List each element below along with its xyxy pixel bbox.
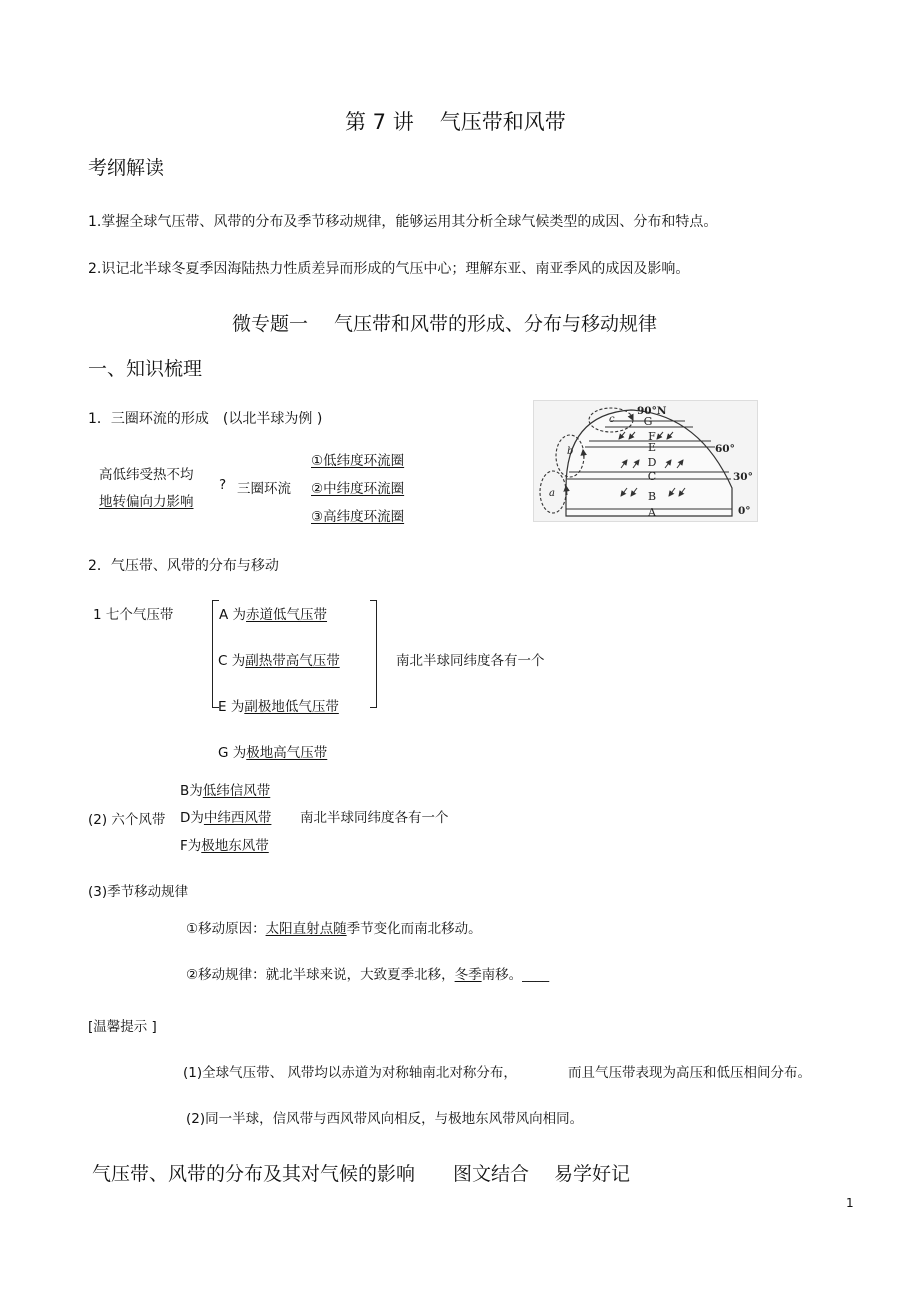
seasonal-cause-rest: 季节变化而南北移动。 <box>346 921 482 937</box>
item1-heading-note: (以北半球为例 ) <box>222 411 323 427</box>
band-letter-a: A <box>648 506 656 519</box>
climate-section-heading: 气压带、风带的分布及其对气候的影响 图文结合 易学好记 <box>92 1163 631 1185</box>
wind-entry-b <box>180 779 270 799</box>
item1-heading <box>88 408 322 428</box>
syllabus-item-2: 2.识记北半球冬夏季因海陆热力性质差异而形成的气压中心；理解东亚、南亚季风的成因及影响。 <box>88 261 690 277</box>
pressure-entry-g-name: 极地高气压带 <box>246 745 328 761</box>
subtopic-title <box>232 309 657 336</box>
cell-label-b: b <box>567 446 574 457</box>
seasonal-rule-rest: 南移。____ <box>481 967 550 983</box>
tips-heading: [温馨提示 ] <box>88 1019 157 1035</box>
tip-1b: 而且气压带表现为高压和低压相间分布。 <box>568 1065 811 1081</box>
wind-entry-d-name: 中纬西风带 <box>203 810 272 826</box>
pressure-entry-e-prefix: E 为 <box>218 699 245 715</box>
pressure-entry-g <box>218 741 327 761</box>
item2-heading: 2．气压带、风带的分布与移动 <box>88 558 279 574</box>
wind-entry-d <box>180 806 271 826</box>
wind-entry-b-prefix: B为 <box>180 783 203 799</box>
page-number: 1 <box>846 1196 854 1210</box>
wind-note: 南北半球同纬度各有一个 <box>300 810 449 826</box>
pressure-entry-e-name: 副极地低气压带 <box>244 699 339 715</box>
band-letter-g: G <box>643 415 653 428</box>
pressure-bracket-right <box>370 600 377 708</box>
latitude-label-30: 30° <box>733 471 753 483</box>
pressure-entry-c-name: 副热带高气压带 <box>245 653 340 669</box>
subtopic-label: 微专题一 <box>232 313 309 335</box>
band-letter-c: C <box>647 470 657 483</box>
band-letter-d: D <box>647 456 657 469</box>
lecture-number: 第 7 讲 <box>345 110 414 134</box>
seasonal-rule-prefix: ②移动规律：就北半球来说，大致夏季北移， <box>186 967 455 983</box>
wind-entry-f-name: 极地东风带 <box>201 838 269 854</box>
band-letter-b: B <box>647 490 657 503</box>
pressure-entry-c <box>218 649 340 669</box>
tip-1a: (1)全球气压带、 风带均以赤道为对称轴南北对称分布， <box>183 1065 517 1081</box>
page-title <box>345 106 566 136</box>
item1-heading-text: 1．三圈环流的形成 <box>88 411 209 427</box>
pressure-entry-a-name: 赤道低气压带 <box>246 607 328 623</box>
pressure-entry-a-prefix: A 为 <box>219 607 247 623</box>
pressure-entry-e <box>218 695 339 715</box>
three-cell-circulation: 三圈环流 <box>237 481 291 497</box>
seasonal-rule-underlined: 冬季 <box>454 967 482 983</box>
cell-mid-latitude: ②中纬度环流圈 <box>311 481 405 497</box>
latitude-label-90n: 90°N <box>637 405 667 417</box>
seasonal-cause-underlined: 太阳直射点随 <box>265 921 347 937</box>
three-cell-circulation-diagram <box>533 400 758 522</box>
wind-entry-d-prefix: D为 <box>180 810 204 826</box>
subtopic-name: 气压带和风带的形成、分布与移动规律 <box>334 313 658 335</box>
seasonal-label: (3)季节移动规律 <box>88 884 189 900</box>
cause-line-1: 高低纬受热不均 <box>99 467 194 483</box>
band-letter-e: E <box>647 441 657 454</box>
band-letter-f: F <box>648 430 656 443</box>
syllabus-item-1: 1.掌握全球气压带、风带的分布及季节移动规律，能够运用其分析全球气候类型的成因、分布和特点。 <box>88 214 718 230</box>
seasonal-cause <box>186 917 482 937</box>
cell-high-latitude: ③高纬度环流圈 <box>311 509 405 525</box>
section-heading-knowledge: 一、知识梳理 <box>88 358 203 380</box>
syllabus-heading: 考纲解读 <box>88 157 165 179</box>
tip-2: (2)同一半球，信风带与西风带风向相反，与极地东风带风向相同。 <box>186 1111 584 1127</box>
wind-entry-f <box>180 834 269 854</box>
cell-label-c: c <box>609 414 615 425</box>
lecture-topic: 气压带和风带 <box>439 110 566 134</box>
pressure-note: 南北半球同纬度各有一个 <box>396 653 545 669</box>
cause-line-2: 地转偏向力影响 <box>99 494 194 510</box>
cell-label-a: a <box>549 488 555 499</box>
pressure-entry-g-prefix: G 为 <box>218 745 247 761</box>
latitude-label-60: 60° <box>715 443 735 455</box>
cell-low-latitude: ①低纬度环流圈 <box>311 453 405 469</box>
wind-belts-label: (2) 六个风带 <box>88 812 166 828</box>
wind-entry-f-prefix: F为 <box>180 838 202 854</box>
arrow-symbol: ? <box>219 477 227 493</box>
wind-entry-b-name: 低纬信风带 <box>202 783 271 799</box>
pressure-entry-c-prefix: C 为 <box>218 653 246 669</box>
seasonal-rule <box>186 963 549 983</box>
pressure-belts-label: 1 七个气压带 <box>93 607 174 623</box>
pressure-entry-a <box>219 603 327 623</box>
seasonal-cause-prefix: ①移动原因： <box>186 921 266 937</box>
latitude-label-0: 0° <box>738 505 751 517</box>
